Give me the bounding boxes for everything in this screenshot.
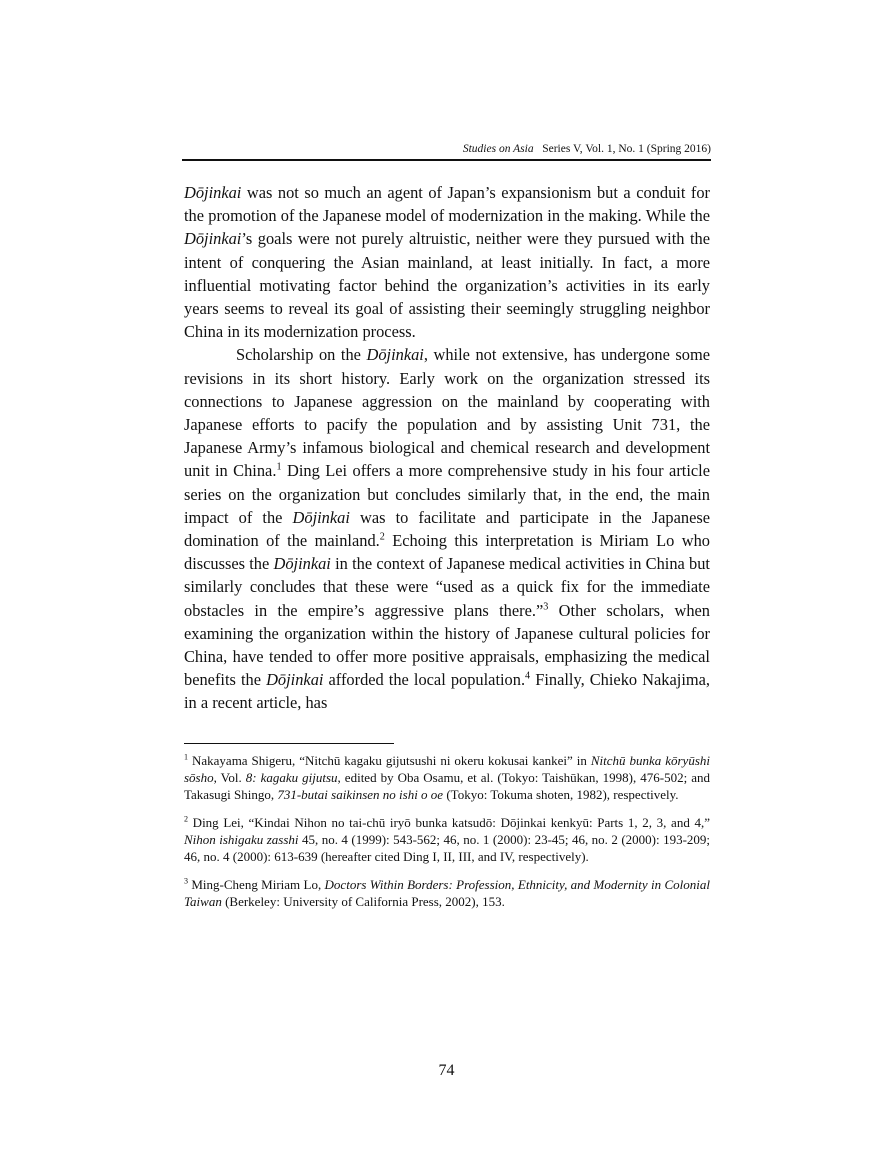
footnote-ref-4[interactable]: 4 [525,670,531,682]
footnote-divider [184,743,394,744]
paragraph-2: Scholarship on the Dōjinkai, while not extensive, has undergone some revisions in its short history. Early work on the organization stressed its connections to Japanese aggression on the mainland by cooperating with Japanese efforts to pacify the population and by assisting Unit 731, the Japanese Army’s infamous biological and chemical research and development unit in China.$^1$ Ding Lei offers a more comprehensive study in his four article series on the organization but concludes similarly that, in the end, the main impact of the Dōjinkai was to facilitate and participate in the Japanese domination of the mainland.$^2$ Echoing this interpretation is Miriam Lo who discusses the Dōjinkai in the context of Japanese medical activities in China but similarly concludes that these were “used as a quick fix for the immediate obstacles in the empire’s aggressive plans there.”$^3$ Other scholars, when examining the organization within the history of Japanese cultural policies for China, have tended to offer more positive appraisals, emphasizing the medical benefits the Dōjinkai afforded the local population.$^4$ Finally, Chieko Nakajima, in a recent article, has [184,345,711,713]
running-header [182,141,711,161]
footnote-3: $^3$ Ming-Cheng Miriam Lo, Doctors Within Borders: Profession, Ethnicity, and Modernity in Colonial Taiwan (Berkeley: University of California Press, 2002), 153. [184,876,710,909]
footnote-1: $^1$ Nakayama Shigeru, “Nitchū kagaku gijutsushi ni okeru kokusai kankei” in Nitchū bunka kōryūshi sōsho, Vol. 8: kagaku gijutsu, edited by Oba Osamu, et al. (Tokyo: Taishūkan, 1998), 476-502; and Takasugi Shingo, 731-butai saikinsen no ishi o oe (Tokyo: Tokuma shoten, 1982), respectively. [184,752,710,802]
main-text [184,181,710,715]
footnote-ref-2[interactable]: 2 [379,531,385,543]
paragraph-1: Dōjinkai was not so much an agent of Japan’s expansionism but a conduit for the promotion of the Japanese model of modernization in the making. While the Dōjinkai’s goals were not purely altruistic, neither were they pursued with the intent of conquering the Asian mainland, at least initially. In fact, a more influential motivating factor behind the organization’s activities in its early years seems to reveal its goal of assisting their seemingly struggling neighbor China in its modernization process. [184,183,710,342]
footnote-2: $^2$ Ding Lei, “Kindai Nihon no tai-chū iryō bunka katsudō: Dōjinkai kenkyū: Parts 1, 2, 3, and 4,” Nihon ishigaku zasshi 45, no. 4 (1999): 543-562; 46, no. 1 (2000): 23-45; 46, no. 2 (2000): 193-209; 46, no. 4 (2000): 613-639 (hereafter cited Ding I, II, III, and IV, respectively). [184,814,711,864]
journal-series: Series V, Vol. 1, No. 1 (Spring 2016) [542,143,711,155]
footnotes [184,752,710,921]
footnote-ref-1[interactable]: 1 [276,461,282,473]
footnote-ref-3[interactable]: 3 [543,601,549,613]
journal-title: Studies on Asia [462,143,534,155]
page-number: 74 [438,1062,455,1079]
